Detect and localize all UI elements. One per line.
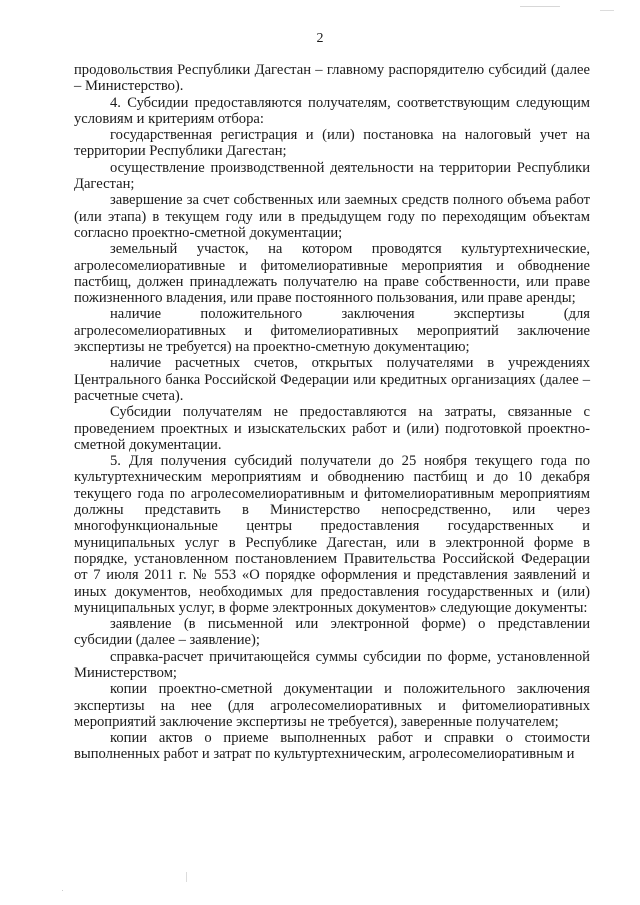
scan-speck bbox=[520, 6, 560, 7]
paragraph-expertise: наличие положительного заключения экспертизы (для агролесомелиоративных и фитомелиоративных мероприятий заключение экспертизы не требуется) на проектно-сметную документацию; bbox=[74, 306, 590, 356]
document-text-body bbox=[74, 62, 590, 763]
paragraph-item-4: 4. Субсидии предоставляются получателям, соответствующим следующим условиям и критериям отбора: bbox=[74, 94, 590, 127]
scan-speck bbox=[600, 10, 614, 11]
paragraph-item-5: 5. Для получения субсидий получатели до 25 ноября текущего года по культуртехническим мероприятиям и обводнению пастбищ и до 10 декабря текущего года по агролесомелиоративным и фитомелиоративным мероприятиям должны представить в Министерство непосредственно, или через многофункциональные центры предоставления государственных и муниципальных услуг в Республике Дагестан, или в электронной форме в порядке, установленном постановлением Правительства Российской Федерации от 7 июля 2011 г. № 553 «О порядке оформления и представления заявлений и иных документов, необходимых для предоставления государственных и (или) муниципальных услуг, в форме электронных документов» следующие документы: bbox=[74, 453, 590, 616]
paragraph-not-provided: Субсидии получателям не предоставляются на затраты, связанные с проведением проектных и изыскательских работ и (или) подготовкой проектно-сметной документации. bbox=[74, 404, 590, 453]
paragraph-production: осуществление производственной деятельности на территории Республики Дагестан; bbox=[74, 159, 590, 193]
page-number: 2 bbox=[316, 31, 324, 46]
paragraph-application: заявление (в письменной или электронной форме) о представлении субсидии (далее – заявление); bbox=[74, 616, 590, 649]
paragraph-calculation: справка-расчет причитающейся суммы субсидии по форме, установленной Министерством; bbox=[74, 648, 590, 681]
paragraph-land: земельный участок, на котором проводятся культуртехнические, агролесомелиоративные и фитомелиоративные мероприятия и обводнение пастбищ, должен принадлежать получателю на праве собственности, или праве пожизненного владения, или праве постоянного пользования, или праве аренды; bbox=[74, 241, 590, 307]
paragraph-registration: государственная регистрация и (или) постановка на налоговый учет на территории Республики Дагестан; bbox=[74, 127, 590, 160]
paragraph-continuation: продовольствия Республики Дагестан – главному распорядителю субсидий (далее – Министерство). bbox=[74, 62, 590, 95]
paragraph-accounts: наличие расчетных счетов, открытых получателями в учреждениях Центрального банка Российской Федерации или кредитных организациях (далее – расчетные счета). bbox=[74, 355, 590, 404]
scan-speck bbox=[62, 890, 63, 891]
paragraph-copies-acts: копии актов о приеме выполненных работ и справки о стоимости выполненных работ и затрат по культуртехническим, агролесомелиоративным и bbox=[74, 730, 590, 763]
paragraph-completion: завершение за счет собственных или заемных средств полного объема работ (или этапа) в текущем году или в предыдущем году по переходящим объектам согласно проектно-сметной документации; bbox=[74, 192, 590, 241]
scan-speck bbox=[186, 872, 187, 882]
paragraph-copies-design: копии проектно-сметной документации и положительного заключения экспертизы на нее (для агролесомелиоративных и фитомелиоративных мероприятий заключение экспертизы не требуется), заверенные получателем; bbox=[74, 681, 590, 730]
